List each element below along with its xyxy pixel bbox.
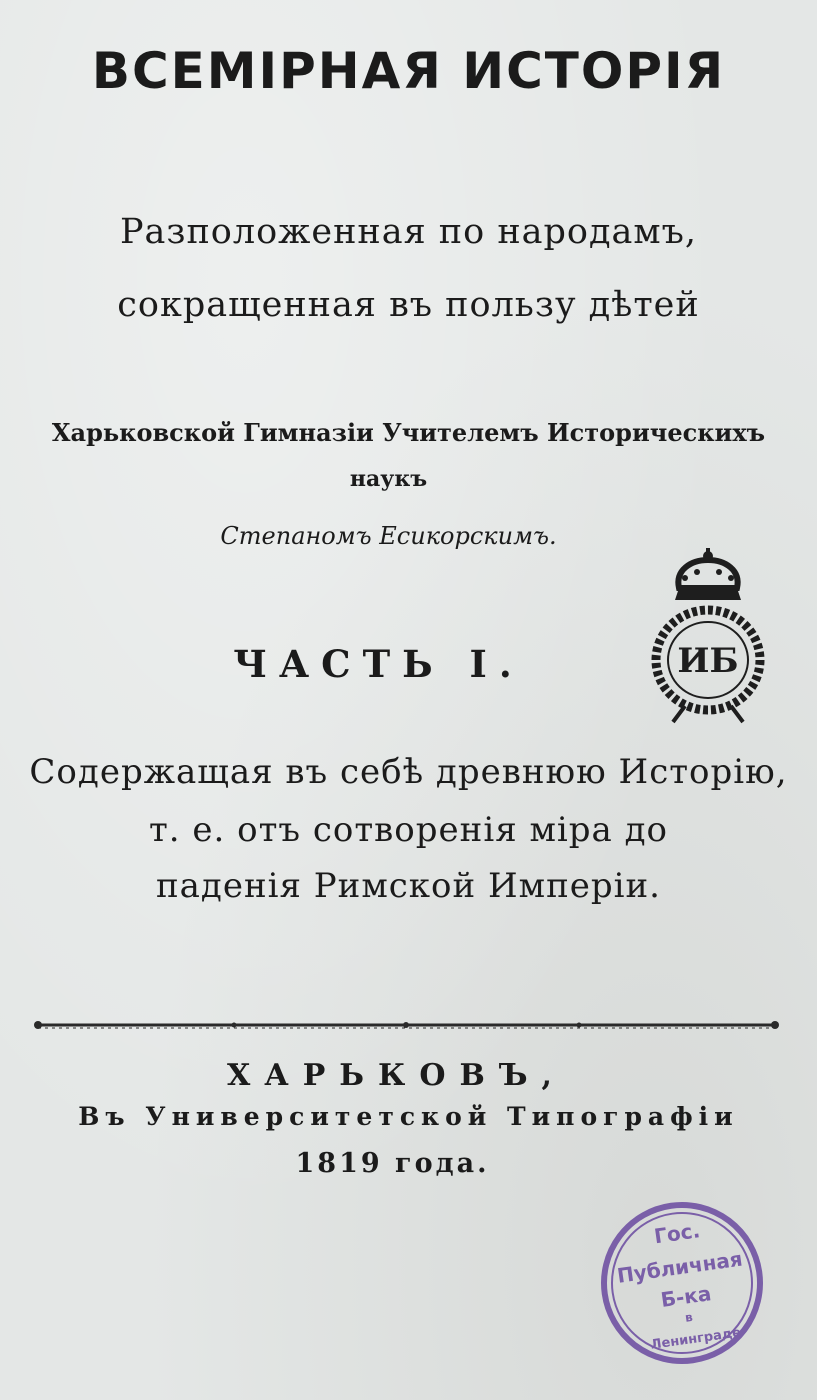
- author-name: Степаномъ Есикорскимъ.: [220, 522, 557, 550]
- book-title: ВСЕМІРНАЯ ИСТОРІЯ: [91, 42, 726, 100]
- stamp-line-1: Гос.: [652, 1218, 702, 1249]
- crown-seal-icon: [645, 548, 771, 724]
- stamp-line-5: Ленинграде: [649, 1325, 742, 1353]
- subtitle-line-1: Разположенная по народамъ,: [119, 212, 698, 252]
- stamp-line-3: Б-ка: [659, 1281, 713, 1312]
- ornamental-divider: [34, 1020, 779, 1030]
- author-line-2: наукъ: [349, 466, 428, 492]
- subtitle-line-2: сокращенная въ пользу дѣтей: [117, 285, 700, 325]
- stamp-line-4: в: [684, 1309, 694, 1325]
- imprint-city: ХАРЬКОВЪ,: [227, 1058, 566, 1093]
- contents-line-3: паденія Римской Имперіи.: [156, 866, 661, 906]
- contents-line-2: т. е. отъ сотворенія міра до: [148, 810, 669, 850]
- stamp-line-2: Публичная: [615, 1246, 744, 1288]
- contents-line-1: Содержащая въ себѣ древнюю Исторію,: [29, 752, 788, 792]
- seal-monogram: ИБ: [677, 641, 739, 681]
- imprint-year: 1819 года.: [295, 1148, 490, 1179]
- imprint-press: Въ Университетской Типографіи: [78, 1102, 739, 1131]
- part-number: ЧАСТЬ I.: [233, 642, 524, 686]
- author-line-1: Харьковской Гимназіи Учителемъ Историческихъ: [51, 418, 766, 447]
- library-seal: [645, 548, 771, 724]
- library-stamp: [592, 1198, 772, 1368]
- library-stamp-icon: [592, 1198, 772, 1368]
